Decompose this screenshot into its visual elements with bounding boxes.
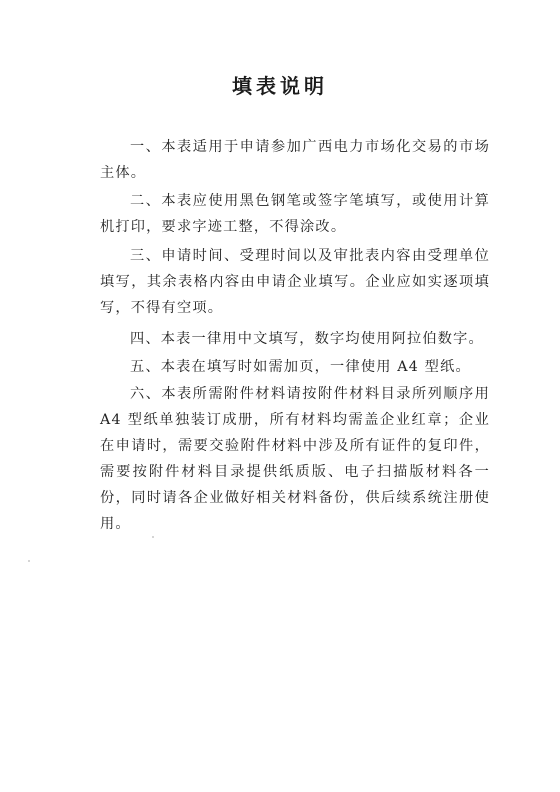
scan-speck (28, 560, 30, 562)
instruction-paragraph-3: 三、申请时间、受理时间以及审批表内容由受理单位填写，其余表格内容由申请企业填写。企业应如实逐项填写，不得有空项。 (100, 248, 490, 316)
scan-speck (152, 536, 154, 538)
instruction-paragraph-5: 五、本表在填写时如需加页，一律使用 A4 型纸。 (130, 359, 471, 375)
document-title: 填表说明 (232, 74, 328, 98)
instruction-paragraph-1: 一、本表适用于申请参加广西电力市场化交易的市场主体。 (100, 139, 490, 181)
instruction-paragraph-6: 六、本表所需附件材料请按附件材料目录所列顺序用 A4 型纸单独装订成册，所有材料均需盖企业红章；企业在申请时，需要交验附件材料中涉及所有证件的复印件，需要按附件材料目录提供纸质版、电子扫描版材料各一份，同时请各企业做好相关材料备份，供后续系统注册使用。 (100, 386, 490, 532)
instruction-paragraph-2: 二、本表应使用黑色钢笔或签字笔填写，或使用计算机打印，要求字迹工整，不得涂改。 (100, 193, 490, 235)
instruction-paragraph-4: 四、本表一律用中文填写，数字均使用阿拉伯数字。 (130, 331, 484, 347)
